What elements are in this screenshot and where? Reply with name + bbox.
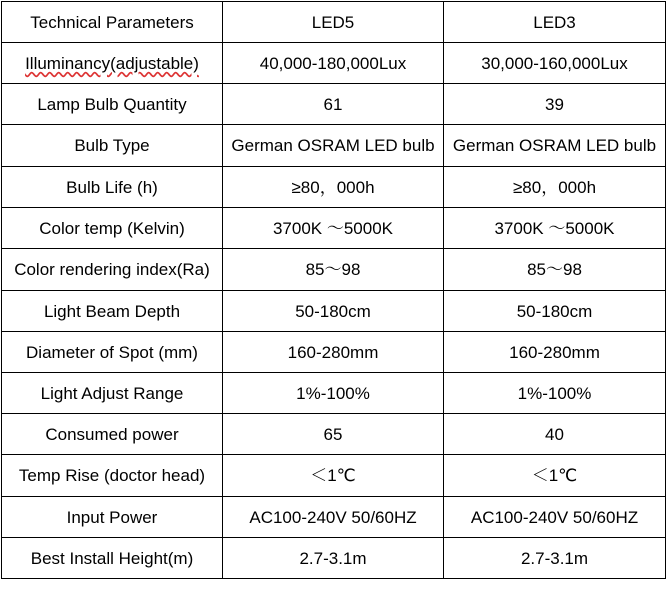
table-row: [2, 497, 666, 538]
table-row: [2, 249, 666, 291]
led3-value: 40: [444, 414, 666, 455]
led3-value: 50-180cm: [444, 291, 666, 332]
led3-value: 3700K ～5000K: [444, 208, 666, 249]
led5-value: 50-180cm: [223, 291, 444, 332]
param-label-text: Illuminancy(adjustable): [25, 53, 199, 73]
param-label: Bulb Type: [2, 125, 223, 167]
led3-value: 160-280mm: [444, 332, 666, 373]
table-row: [2, 125, 666, 167]
table-row: [2, 43, 666, 84]
led5-value: 40,000-180,000Lux: [223, 43, 444, 84]
table-row: [2, 208, 666, 249]
led5-value: 61: [223, 84, 444, 125]
led5-value: 160-280mm: [223, 332, 444, 373]
led3-value: 85～98: [444, 249, 666, 291]
led5-value: 2.7-3.1m: [223, 538, 444, 579]
led5-value: 65: [223, 414, 444, 455]
specifications-table: [1, 1, 666, 579]
led3-value: AC100-240V 50/60HZ: [444, 497, 666, 538]
param-label: Diameter of Spot (mm): [2, 332, 223, 373]
table-row: [2, 373, 666, 414]
param-label: Color rendering index(Ra): [2, 249, 223, 291]
param-label: Light Beam Depth: [2, 291, 223, 332]
param-label: Color temp (Kelvin): [2, 208, 223, 249]
param-label: Light Adjust Range: [2, 373, 223, 414]
led3-value: 2.7-3.1m: [444, 538, 666, 579]
led5-value: 85～98: [223, 249, 444, 291]
led3-value: 39: [444, 84, 666, 125]
led5-value: German OSRAM LED bulb: [223, 125, 444, 167]
param-label: Bulb Life (h): [2, 167, 223, 208]
led3-value: 30,000-160,000Lux: [444, 43, 666, 84]
param-label: Best Install Height(m): [2, 538, 223, 579]
led5-value: 1%-100%: [223, 373, 444, 414]
param-label: Consumed power: [2, 414, 223, 455]
table-row: [2, 291, 666, 332]
table-row: [2, 332, 666, 373]
led3-value: ≥80，000h: [444, 167, 666, 208]
led3-value: German OSRAM LED bulb: [444, 125, 666, 167]
header-led5: LED5: [223, 2, 444, 43]
header-led3: LED3: [444, 2, 666, 43]
led3-value: 1%-100%: [444, 373, 666, 414]
header-technical-parameters: Technical Parameters: [2, 2, 223, 43]
param-label: [2, 43, 223, 84]
led5-value: 3700K ～5000K: [223, 208, 444, 249]
param-label: Lamp Bulb Quantity: [2, 84, 223, 125]
table-row: [2, 538, 666, 579]
param-label: Input Power: [2, 497, 223, 538]
led3-value: ＜1℃: [444, 455, 666, 497]
led5-value: AC100-240V 50/60HZ: [223, 497, 444, 538]
header-row: [2, 2, 666, 43]
table-row: [2, 84, 666, 125]
table-row: [2, 414, 666, 455]
table-row: [2, 167, 666, 208]
param-label: Temp Rise (doctor head): [2, 455, 223, 497]
led5-value: ＜1℃: [223, 455, 444, 497]
table-row: [2, 455, 666, 497]
led5-value: ≥80，000h: [223, 167, 444, 208]
